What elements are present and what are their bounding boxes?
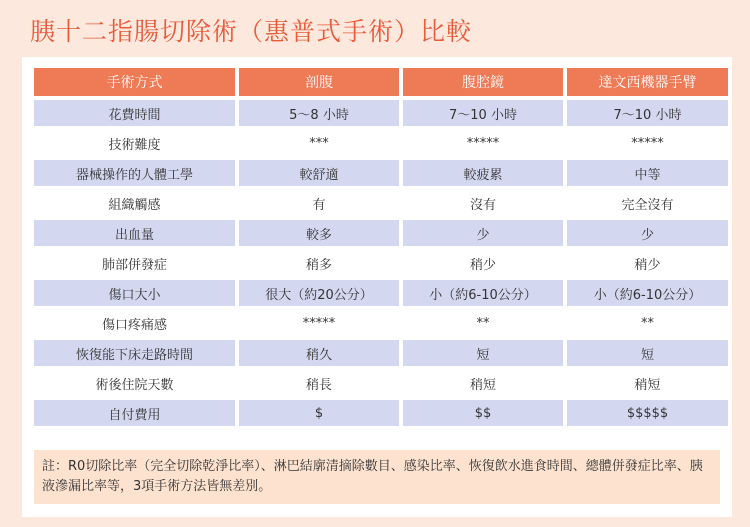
table-cell: 短 xyxy=(567,340,728,366)
table-row xyxy=(34,220,728,246)
table-cell: 少 xyxy=(567,220,728,246)
table-cell: 小（約6-10公分） xyxy=(403,280,563,306)
table-row xyxy=(34,160,728,186)
table-cell: 少 xyxy=(403,220,563,246)
table-cell: $$ xyxy=(403,400,563,426)
row-label: 出血量 xyxy=(34,220,235,246)
header-cell: 剖腹 xyxy=(239,68,399,96)
header-cell: 腹腔鏡 xyxy=(403,68,563,96)
table-cell: 完全沒有 xyxy=(567,190,728,216)
table-cell: ***** xyxy=(239,310,399,336)
table-cell: 小（約6-10公分） xyxy=(567,280,728,306)
table-row xyxy=(34,400,728,426)
table-cell: $ xyxy=(239,400,399,426)
table-cell: 稍長 xyxy=(239,370,399,396)
table-cell: 中等 xyxy=(567,160,728,186)
table-cell: *** xyxy=(239,130,399,156)
table-cell: 稍少 xyxy=(403,250,563,276)
table-row xyxy=(34,310,728,336)
table-cell: ***** xyxy=(403,130,563,156)
table-cell: 有 xyxy=(239,190,399,216)
table-cell: 沒有 xyxy=(403,190,563,216)
table-cell: 短 xyxy=(403,340,563,366)
table-cell: 較疲累 xyxy=(403,160,563,186)
table-row xyxy=(34,100,728,126)
comparison-table xyxy=(30,64,732,430)
row-label: 術後住院天數 xyxy=(34,370,235,396)
row-label: 技術難度 xyxy=(34,130,235,156)
table-cell: $$$$$ xyxy=(567,400,728,426)
row-label: 肺部併發症 xyxy=(34,250,235,276)
table-row xyxy=(34,280,728,306)
table-cell: 稍多 xyxy=(239,250,399,276)
table-cell: 7～10 小時 xyxy=(567,100,728,126)
table-cell: ** xyxy=(403,310,563,336)
row-label: 器械操作的人體工學 xyxy=(34,160,235,186)
table-cell: 稍少 xyxy=(567,250,728,276)
footnote: 註：R0切除比率（完全切除乾淨比率）、淋巴結廓清摘除數目、感染比率、恢復飲水進食時間、總體併發症比率、胰液滲漏比率等，3項手術方法皆無差別。 xyxy=(34,450,720,504)
row-label: 組織觸感 xyxy=(34,190,235,216)
table-cell: 稍短 xyxy=(567,370,728,396)
header-cell: 手術方式 xyxy=(34,68,235,96)
header-cell: 達文西機器手臂 xyxy=(567,68,728,96)
table-cell: 稍短 xyxy=(403,370,563,396)
table-row xyxy=(34,190,728,216)
table-row xyxy=(34,370,728,396)
table-cell: 較多 xyxy=(239,220,399,246)
table-cell: 很大（約20公分） xyxy=(239,280,399,306)
table-cell: 7～10 小時 xyxy=(403,100,563,126)
table-row xyxy=(34,340,728,366)
row-label: 花費時間 xyxy=(34,100,235,126)
table-row xyxy=(34,130,728,156)
table-header-row xyxy=(34,68,728,96)
page-title: 胰十二指腸切除術（惠普式手術）比較 xyxy=(30,17,473,46)
table-cell: ** xyxy=(567,310,728,336)
row-label: 傷口大小 xyxy=(34,280,235,306)
table-cell: ***** xyxy=(567,130,728,156)
table-row xyxy=(34,250,728,276)
comparison-card xyxy=(22,57,732,517)
row-label: 傷口疼痛感 xyxy=(34,310,235,336)
table-cell: 5～8 小時 xyxy=(239,100,399,126)
row-label: 自付費用 xyxy=(34,400,235,426)
table-cell: 稍久 xyxy=(239,340,399,366)
table-cell: 較舒適 xyxy=(239,160,399,186)
row-label: 恢復能下床走路時間 xyxy=(34,340,235,366)
